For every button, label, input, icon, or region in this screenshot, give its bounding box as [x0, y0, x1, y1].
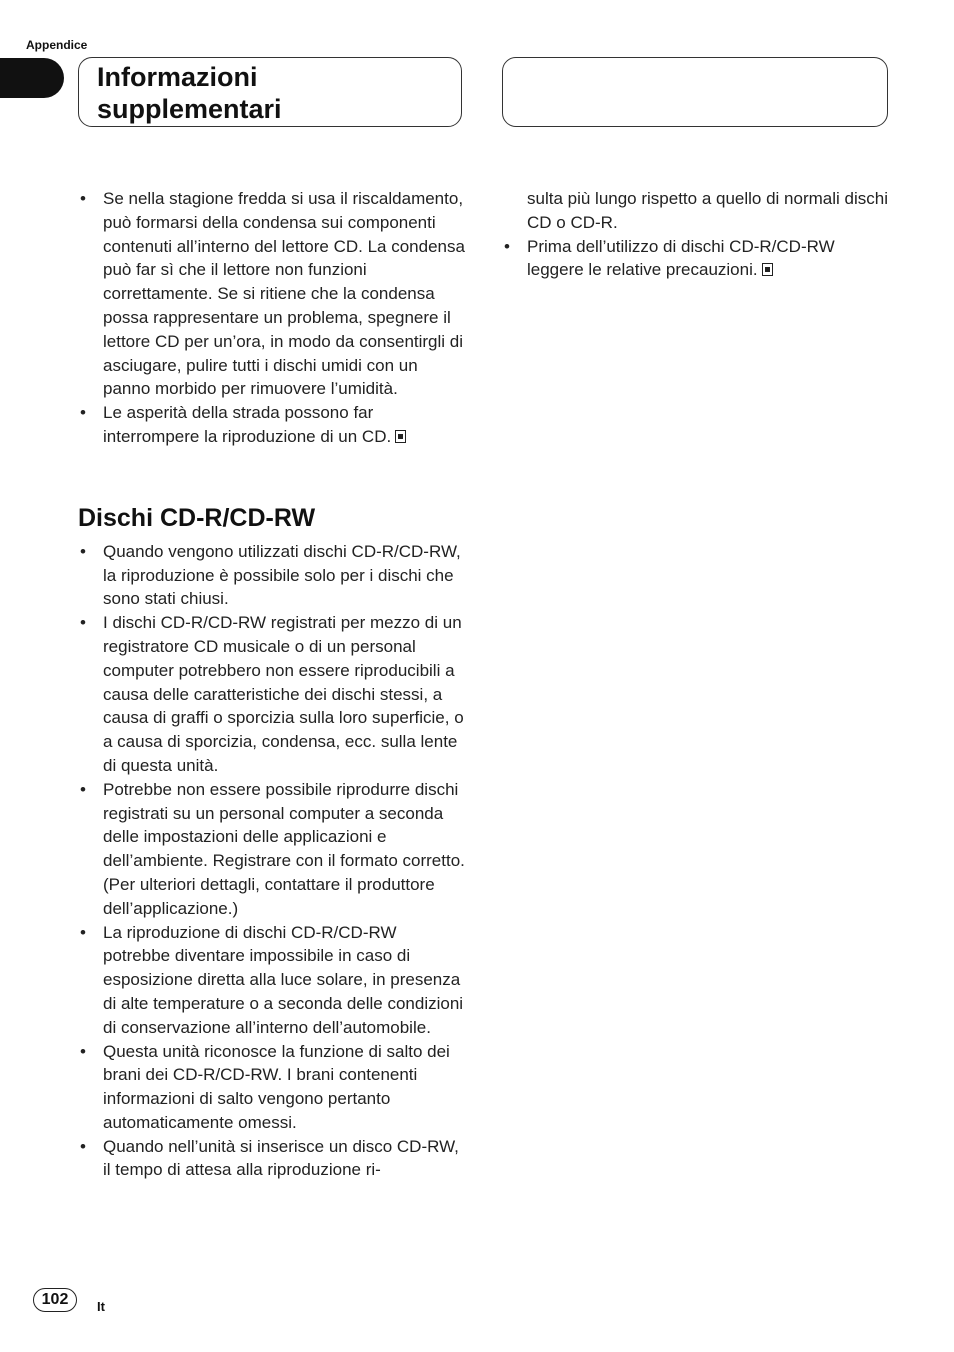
- section-tag: Appendice: [26, 38, 88, 52]
- intro-bullet-list: [78, 187, 466, 449]
- list-item: • Se nella stagione fredda si usa il riscaldamento, può formarsi della condensa sui componenti contenuti all’interno del lettore CD. La condensa può far sì che il lettore non funzioni correttamente. Se si ritiene che la condensa possa rappresentare un problema, spegnere il lettore CD per un’ora, in modo da consentirgli di asciugare, pulire tutti i dischi umidi con un panno morbido per rimuovere l’umidità.: [78, 187, 466, 401]
- empty-title-box: [502, 57, 888, 127]
- page-title: Informazioni supplementari: [97, 62, 282, 124]
- section-tab-marker: [0, 58, 64, 98]
- list-item: • I dischi CD-R/CD-RW registrati per mezzo di un registratore CD musicale o di un personal computer potrebbero non essere riproducibili a causa delle caratteristiche dei dischi stessi, a causa di graffi o sporcizia sulla loro superficie, o a causa di sporcizia, condensa, ecc. sulla lente di questa unità.: [78, 611, 466, 778]
- list-item: • Le asperità della strada possono far interrompere la riproduzione di un CD.: [78, 401, 466, 449]
- right-bullet-list: [502, 235, 890, 283]
- page-number: 102: [33, 1288, 77, 1312]
- list-item: • La riproduzione di dischi CD-R/CD-RW potrebbe diventare impossibile in caso di esposizione diretta alla luce solare, in presenza di alte temperature o a seconda delle condizioni di conservazione all’interno dell’automobile.: [78, 921, 466, 1040]
- left-column: [78, 187, 466, 1182]
- list-item: • Potrebbe non essere possibile riprodurre dischi registrati su un personal computer a seconda delle impostazioni delle applicazioni e dell’ambiente. Registrare con il formato corretto. (Per ulteriori dettagli, contattare il produttore dell’applicazione.): [78, 778, 466, 921]
- list-item: • Questa unità riconosce la funzione di salto dei brani dei CD-R/CD-RW. I brani contenenti informazioni di salto vengono pertanto automaticamente omessi.: [78, 1040, 466, 1135]
- section-heading: Dischi CD-R/CD-RW: [78, 503, 316, 532]
- end-mark-icon: [395, 430, 406, 443]
- right-column: [502, 187, 890, 282]
- continued-text: sulta più lungo rispetto a quello di normali dischi CD o CD-R.: [527, 189, 888, 232]
- list-item: • Quando vengono utilizzati dischi CD-R/CD-RW, la riproduzione è possibile solo per i dischi che sono stati chiusi.: [78, 540, 466, 611]
- cd-r-bullet-list: [78, 540, 466, 1183]
- end-mark-icon: [762, 263, 773, 276]
- language-code: It: [97, 1299, 105, 1314]
- title-box: [78, 57, 462, 127]
- list-item: • Quando nell’unità si inserisce un disco CD-RW, il tempo di attesa alla riproduzione ri-: [78, 1135, 466, 1183]
- list-item: • Prima dell’utilizzo di dischi CD-R/CD-RW leggere le relative precauzioni.: [502, 235, 890, 283]
